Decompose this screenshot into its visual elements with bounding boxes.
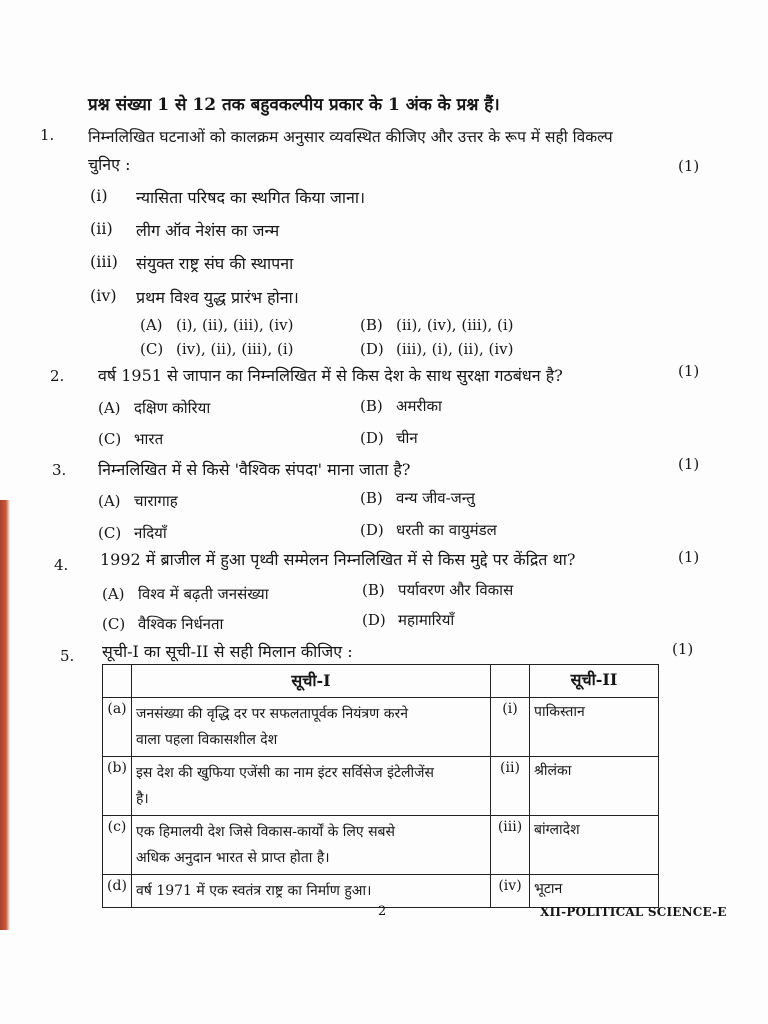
question-1-text-line1: निम्नलिखित घटनाओं को कालक्रम अनुसार व्यवस्थित कीजिए और उत्तर के रूप में सही विकल्प: [88, 128, 613, 146]
question-3-marks: (1): [678, 455, 700, 473]
row-number: (ii): [491, 757, 530, 816]
option-text: पर्यावरण और विकास: [398, 581, 514, 599]
option-a: [98, 491, 178, 511]
option-label: (D): [360, 340, 384, 358]
event-text: लीग ऑव नेशंस का जन्म: [136, 221, 280, 240]
event-text: प्रथम विश्व युद्ध प्रारंभ होना।: [136, 288, 299, 307]
event-label: (i): [90, 186, 108, 205]
option-b: [360, 396, 442, 416]
event-label: (iv): [90, 286, 117, 305]
option-text: विश्व में बढ़ती जनसंख्या: [138, 585, 269, 603]
row-number: (i): [491, 698, 530, 757]
option-label: (D): [360, 521, 384, 539]
row-label: (d): [103, 875, 132, 908]
option-text: अमरीका: [396, 397, 442, 415]
list-1-item: [132, 757, 491, 816]
event-label: (iii): [90, 252, 118, 271]
option-label: (D): [360, 429, 384, 447]
option-text: चारागाह: [134, 492, 178, 510]
option-text: नदियाँ: [134, 524, 167, 542]
row-number: (iv): [491, 875, 530, 908]
option-text: महामारियाँ: [398, 611, 455, 629]
option-a: [98, 398, 210, 418]
matching-table: [102, 664, 659, 908]
row-label: (c): [103, 816, 132, 875]
list-2-item: पाकिस्तान: [530, 698, 659, 757]
question-1-marks: (1): [678, 157, 700, 175]
question-3-number: 3.: [52, 461, 67, 479]
question-1-number: 1.: [40, 126, 55, 144]
table-row: [103, 757, 659, 816]
question-4-text: 1992 में ब्राजील में हुआ पृथ्वी सम्मेलन निम्नलिखित में से किस मुद्दे पर केंद्रित था?: [100, 550, 576, 569]
item-line: है।: [136, 791, 149, 807]
option-text: धरती का वायुमंडल: [396, 521, 497, 539]
item-line: अधिक अनुदान भारत से प्राप्त होता है।: [136, 850, 330, 866]
question-5-text: सूची-I का सूची-II से सही मिलान कीजिए :: [102, 642, 353, 661]
list-1-item: [132, 875, 491, 908]
row-label: (b): [103, 757, 132, 816]
option-d: [360, 340, 513, 358]
header-blank-cell: [103, 665, 132, 698]
question-2-marks: (1): [678, 362, 700, 380]
table-row: [103, 875, 659, 908]
item-line: वाला पहला विकासशील देश: [136, 732, 278, 748]
option-text: (i), (ii), (iii), (iv): [176, 316, 294, 334]
row-label: (a): [103, 698, 132, 757]
item-line: एक हिमालयी देश जिसे विकास-कार्यों के लिए सबसे: [136, 824, 396, 840]
option-text: (iii), (i), (ii), (iv): [396, 340, 514, 358]
item-line: वर्ष 1971 में एक स्वतंत्र राष्ट्र का निर्माण हुआ।: [136, 883, 372, 899]
list-1-item: [132, 698, 491, 757]
option-label: (A): [102, 585, 125, 603]
option-d: [360, 520, 497, 540]
option-d: [362, 610, 454, 630]
option-label: (C): [98, 430, 122, 448]
option-label: (C): [140, 340, 164, 358]
page-number: 2: [378, 904, 387, 919]
option-c: [102, 614, 223, 634]
option-text: दक्षिण कोरिया: [134, 399, 211, 417]
question-2-text: वर्ष 1951 से जापान का निम्नलिखित में से किस देश के साथ सुरक्षा गठबंधन है?: [98, 366, 563, 385]
option-label: (A): [140, 316, 163, 334]
event-label: (ii): [90, 219, 113, 238]
question-2-number: 2.: [50, 367, 65, 385]
list-2-item: बांग्लादेश: [530, 816, 659, 875]
list-2-item: श्रीलंका: [530, 757, 659, 816]
table-row: [103, 698, 659, 757]
option-c: [98, 523, 167, 543]
option-label: (D): [362, 611, 386, 629]
option-label: (B): [360, 397, 383, 415]
question-5-number: 5.: [60, 647, 75, 665]
option-b: [362, 580, 513, 600]
option-label: (C): [98, 524, 122, 542]
option-text: (ii), (iv), (iii), (i): [396, 316, 514, 334]
instruction-line: प्रश्न संख्या 1 से 12 तक बहुवकल्पीय प्रकार के 1 अंक के प्रश्न हैं।: [88, 95, 500, 115]
list-2-item: भूटान: [530, 875, 659, 908]
table-header-row: [103, 665, 659, 698]
option-d: [360, 428, 418, 448]
option-label: (A): [98, 492, 121, 510]
subject-code: XII-POLITICAL SCIENCE-E: [540, 905, 727, 919]
event-text: संयुक्त राष्ट्र संघ की स्थापना: [136, 254, 294, 273]
question-4-number: 4.: [54, 556, 69, 574]
table-row: [103, 816, 659, 875]
option-label: (B): [362, 581, 385, 599]
list-1-item: [132, 816, 491, 875]
question-4-marks: (1): [678, 548, 700, 566]
header-blank-cell: [491, 665, 530, 698]
option-label: (B): [360, 316, 383, 334]
row-number: (iii): [491, 816, 530, 875]
item-line: जनसंख्या की वृद्धि दर पर सफलतापूर्वक नियंत्रण करने: [136, 706, 408, 722]
option-b: [360, 316, 513, 334]
option-text: (iv), (ii), (iii), (i): [176, 340, 294, 358]
question-5-marks: (1): [672, 640, 694, 658]
item-line: इस देश की खुफिया एजेंसी का नाम इंटर सर्विसेज इंटेलीजेंस: [136, 765, 434, 781]
event-text: न्यासिता परिषद का स्थगित किया जाना।: [136, 188, 366, 207]
option-label: (C): [102, 615, 126, 633]
option-b: [360, 488, 475, 508]
option-text: चीन: [396, 429, 418, 447]
option-a: [140, 316, 293, 334]
question-3-text: निम्नलिखित में से किसे 'वैश्विक संपदा' माना जाता है?: [98, 460, 411, 479]
option-text: वन्य जीव-जन्तु: [396, 489, 475, 507]
option-text: भारत: [134, 430, 164, 448]
list-2-header: सूची-II: [530, 665, 659, 698]
scan-edge-shadow: [0, 500, 10, 930]
option-a: [102, 584, 269, 604]
option-label: (A): [98, 399, 121, 417]
question-1-text-line2: चुनिए :: [88, 155, 131, 174]
option-label: (B): [360, 489, 383, 507]
option-c: [140, 340, 293, 358]
list-1-header: सूची-I: [132, 665, 491, 698]
option-text: वैश्विक निर्धनता: [138, 615, 224, 633]
option-c: [98, 429, 163, 449]
